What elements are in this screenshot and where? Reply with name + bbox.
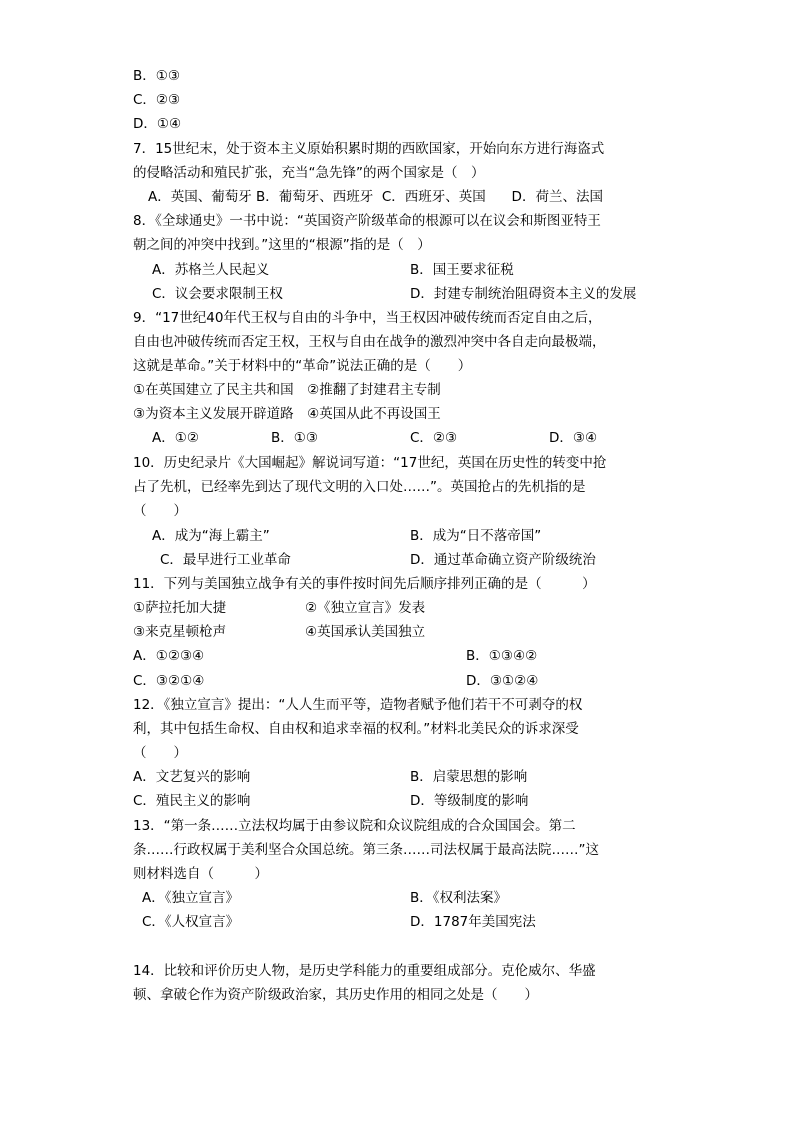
option-b: B．①③ [133, 68, 180, 84]
question-12-line-1: 12．《独立宣言》提出：“人人生而平等，造物者赋予他们若干不可剥夺的权 [133, 697, 583, 713]
question-9-statements-1: ①在英国建立了民主共和国 ②推翻了封建君主专制 [133, 382, 441, 398]
question-11-line-1: 11．下列与美国独立战争有关的事件按时间先后顺序排列正确的是（ ） [133, 576, 596, 592]
question-13-option-b: B．《权利法案》 [410, 890, 508, 906]
option-c: C．②③ [133, 92, 181, 108]
option-d: D．①④ [133, 116, 182, 132]
question-9-line-1: 9．“17世纪40年代王权与自由的斗争中，当王权因冲破传统而否定自由之后， [133, 310, 602, 326]
question-12-option-b: B．启蒙思想的影响 [410, 769, 528, 785]
question-14-line-2: 顿、拿破仑作为资产阶级政治家，其历史作用的相同之处是（ ） [133, 987, 538, 1003]
question-12-option-a: A．文艺复兴的影响 [133, 769, 251, 785]
question-11-event-2: ②《独立宣言》发表 [305, 600, 426, 616]
question-12-line-2: 利，其中包括生命权、自由权和追求幸福的权利。”材料北美民众的诉求深受 [133, 721, 579, 737]
question-13-option-d: D．1787年美国宪法 [410, 914, 536, 930]
question-14-line-1: 14．比较和评价历史人物，是历史学科能力的重要组成部分。克伦威尔、华盛 [133, 963, 596, 979]
question-10-option-c: C．最早进行工业革命 [160, 552, 291, 568]
question-11-event-3: ③来克星顿枪声 [133, 624, 227, 640]
question-9-statements-2: ③为资本主义发展开辟道路 ④英国从此不再设国王 [133, 406, 441, 422]
question-11-option-c: C．③②①④ [133, 673, 205, 689]
question-10-line-2: 占了先机，已经率先到达了现代文明的入口处……”。英国抢占的先机指的是 [133, 479, 586, 495]
question-10-option-d: D．通过革命确立资产阶级统治 [410, 552, 596, 568]
question-8-line-1: 8．《全球通史》一书中说：“英国资产阶级革命的根源可以在议会和斯图亚特王 [133, 213, 601, 229]
question-11-event-4: ④英国承认美国独立 [305, 624, 426, 640]
question-8-option-b: B．国王要求征税 [410, 262, 514, 278]
question-8-line-2: 朝之间的冲突中找到。”这里的“根源”指的是（ ） [133, 237, 431, 253]
question-13-option-c: C．《人权宣言》 [142, 914, 240, 930]
question-13-line-2: 条……行政权属于美利坚合众国总统。第三条……司法权属于最高法院……”这 [133, 842, 599, 858]
question-8-option-a: A．苏格兰人民起义 [152, 262, 270, 278]
question-9-line-2: 自由也冲破传统而否定王权，王权与自由在战争的激烈冲突中各自走向最极端， [133, 334, 606, 350]
question-13-line-1: 13．“第一条……立法权均属于由参议院和众议院组成的合众国国会。第二 [133, 818, 576, 834]
question-7-line-1: 7．15世纪末，处于资本主义原始积累时期的西欧国家，开始向东方进行海盗式 [133, 141, 605, 157]
question-8-option-d: D．封建专制统治阻碍资本主义的发展 [410, 286, 637, 302]
question-10-line-1: 10．历史纪录片《大国崛起》解说词写道：“17世纪，英国在历史性的转变中抢 [133, 455, 607, 471]
question-12-option-c: C．殖民主义的影响 [133, 793, 251, 809]
question-10-option-a: A．成为“海上霸主” [152, 528, 270, 544]
question-10-option-b: B．成为“日不落帝国” [410, 528, 542, 544]
question-13-line-3: 则材料选自（ ） [133, 866, 268, 882]
question-9-option-b: B．①③ [271, 430, 318, 446]
question-8-option-c: C．议会要求限制王权 [152, 286, 283, 302]
question-9-option-d: D．③④ [549, 430, 598, 446]
question-11-option-d: D．③①②④ [466, 673, 539, 689]
question-13-option-a: A．《独立宣言》 [142, 890, 239, 906]
question-7-line-2: 的侵略活动和殖民扩张，充当“急先锋”的两个国家是（ ） [133, 165, 485, 181]
question-9-line-3: 这就是革命。”关于材料中的“革命”说法正确的是（ ） [133, 358, 472, 374]
question-7-options: A．英国、葡萄牙 B．葡萄牙、西班牙 C．西班牙、英国 D．荷兰、法国 [148, 189, 603, 205]
question-12-option-d: D．等级制度的影响 [410, 793, 529, 809]
question-10-line-3: （ ） [133, 503, 187, 519]
question-11-event-1: ①萨拉托加大捷 [133, 600, 227, 616]
question-9-option-c: C．②③ [410, 430, 458, 446]
question-11-option-b: B．①③④② [466, 648, 538, 664]
question-11-option-a: A．①②③④ [133, 648, 205, 664]
question-9-option-a: A．①② [152, 430, 199, 446]
question-12-line-3: （ ） [133, 745, 187, 761]
